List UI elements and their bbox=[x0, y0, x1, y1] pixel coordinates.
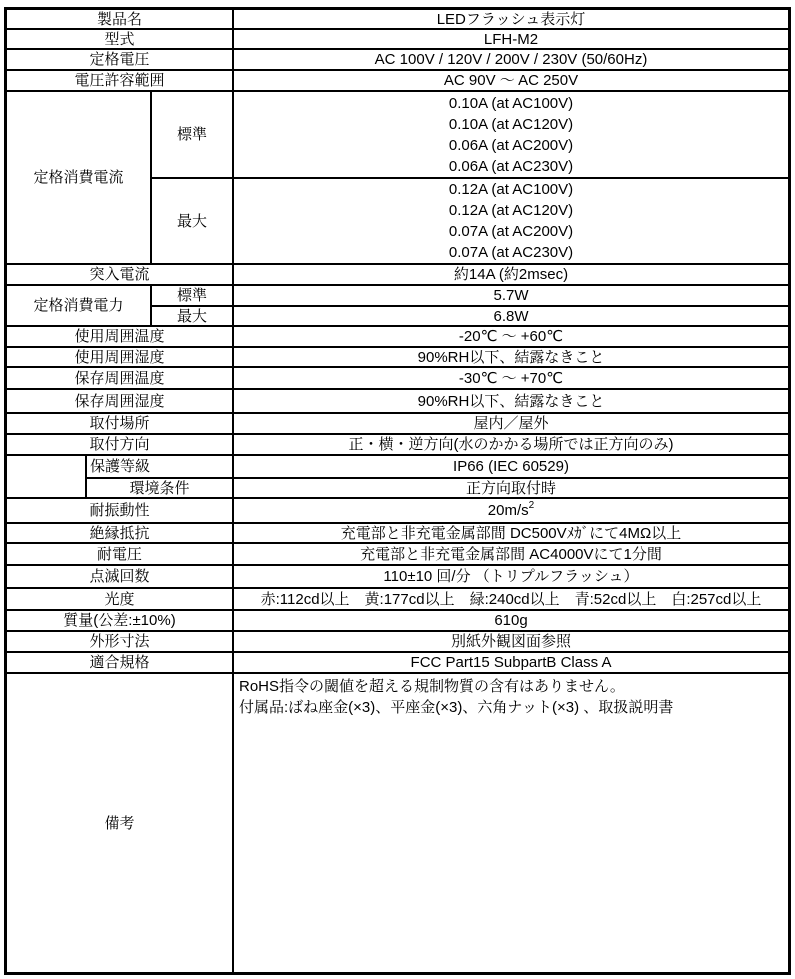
rated-power-label: 定格消費電力 bbox=[7, 286, 150, 325]
current-line: 0.07A (at AC230V) bbox=[448, 244, 574, 261]
current-line: 0.06A (at AC230V) bbox=[448, 157, 574, 175]
environmental-condition-label: 環境条件 bbox=[87, 479, 232, 497]
voltage-range-label: 電圧許容範囲 bbox=[7, 71, 232, 90]
rated-current-max-label: 最大 bbox=[152, 179, 232, 263]
environmental-condition-value: 正方向取付時 bbox=[234, 479, 788, 497]
rated-power-max-value: 6.8W bbox=[234, 307, 788, 325]
rated-current-standard-value bbox=[234, 92, 788, 177]
remarks-value bbox=[234, 674, 788, 972]
vibration-resistance-label: 耐振動性 bbox=[7, 499, 232, 522]
rated-current-label: 定格消費電流 bbox=[7, 92, 150, 263]
spec-table bbox=[4, 7, 791, 975]
mass-value: 610g bbox=[234, 611, 788, 630]
current-line: 0.07A (at AC200V) bbox=[448, 223, 574, 240]
mounting-location-label: 取付場所 bbox=[7, 414, 232, 433]
operating-temperature-value: -20℃ ～ +60℃ bbox=[234, 327, 788, 346]
rated-voltage-label: 定格電圧 bbox=[7, 50, 232, 69]
compliance-label: 適合規格 bbox=[7, 653, 232, 672]
insulation-resistance-value: 充電部と非充電金属部間 DC500Vﾒｶﾞにて4MΩ以上 bbox=[234, 524, 788, 542]
rated-current-max-value bbox=[234, 179, 788, 263]
luminous-intensity-value: 赤:112cd以上 黄:177cd以上 緑:240cd以上 青:52cd以上 白:257cd以上 bbox=[234, 589, 788, 609]
current-line: 0.10A (at AC120V) bbox=[448, 115, 574, 133]
rated-voltage-value: AC 100V / 120V / 200V / 230V (50/60Hz) bbox=[234, 50, 788, 69]
vibration-value-base: 20m/s bbox=[487, 502, 529, 519]
dimensions-label: 外形寸法 bbox=[7, 632, 232, 651]
model-label: 型式 bbox=[7, 30, 232, 48]
voltage-range-value: AC 90V ～ AC 250V bbox=[234, 71, 788, 90]
mounting-location-value: 屋内／屋外 bbox=[234, 414, 788, 433]
insulation-resistance-label: 絶縁抵抗 bbox=[7, 524, 232, 542]
operating-humidity-label: 使用周囲湿度 bbox=[7, 348, 232, 366]
mounting-direction-value: 正・横・逆方向(水のかかる場所では正方向のみ) bbox=[234, 435, 788, 454]
operating-humidity-value: 90%RH以下、結露なきこと bbox=[234, 348, 788, 366]
product-name-value: LEDフラッシュ表示灯 bbox=[234, 10, 788, 28]
remarks-line: 付属品:ばね座金(×3)、平座金(×3)、六角ナット(×3) 、取扱説明書 bbox=[239, 699, 674, 716]
rated-current-standard-label: 標準 bbox=[152, 92, 232, 177]
protection-rating-spacer bbox=[7, 456, 85, 497]
protection-rating-label: 保護等級 bbox=[87, 456, 232, 477]
flash-rate-label: 点滅回数 bbox=[7, 566, 232, 587]
current-line: 0.06A (at AC200V) bbox=[448, 136, 574, 154]
rated-power-max-label: 最大 bbox=[152, 307, 232, 325]
operating-temperature-label: 使用周囲温度 bbox=[7, 327, 232, 346]
storage-humidity-label: 保存周囲湿度 bbox=[7, 390, 232, 412]
mass-label: 質量(公差:±10%) bbox=[7, 611, 232, 630]
inrush-current-label: 突入電流 bbox=[7, 265, 232, 284]
current-line: 0.12A (at AC120V) bbox=[448, 202, 574, 219]
flash-rate-value: 110±10 回/分 （トリプルフラッシュ） bbox=[234, 566, 788, 587]
remarks-label: 備考 bbox=[7, 674, 232, 972]
vibration-value-superscript: 2 bbox=[528, 500, 535, 511]
protection-rating-value: IP66 (IEC 60529) bbox=[234, 456, 788, 477]
storage-humidity-value: 90%RH以下、結露なきこと bbox=[234, 390, 788, 412]
withstand-voltage-label: 耐電圧 bbox=[7, 544, 232, 564]
storage-temperature-value: -30℃ ～ +70℃ bbox=[234, 368, 788, 388]
withstand-voltage-value: 充電部と非充電金属部間 AC4000Vにて1分間 bbox=[234, 544, 788, 564]
rated-power-standard-value: 5.7W bbox=[234, 286, 788, 305]
current-line: 0.10A (at AC100V) bbox=[448, 94, 574, 112]
model-value: LFH-M2 bbox=[234, 30, 788, 48]
inrush-current-value: 約14A (約2msec) bbox=[234, 265, 788, 284]
product-name-label: 製品名 bbox=[7, 10, 232, 28]
dimensions-value: 別紙外観図面参照 bbox=[234, 632, 788, 651]
mounting-direction-label: 取付方向 bbox=[7, 435, 232, 454]
luminous-intensity-label: 光度 bbox=[7, 589, 232, 609]
rated-power-standard-label: 標準 bbox=[152, 286, 232, 305]
vibration-resistance-value bbox=[234, 499, 788, 522]
current-line: 0.12A (at AC100V) bbox=[448, 181, 574, 198]
remarks-line: RoHS指令の閾値を超える規制物質の含有はありません。 bbox=[239, 678, 625, 695]
storage-temperature-label: 保存周囲温度 bbox=[7, 368, 232, 388]
compliance-value: FCC Part15 SubpartB Class A bbox=[234, 653, 788, 672]
